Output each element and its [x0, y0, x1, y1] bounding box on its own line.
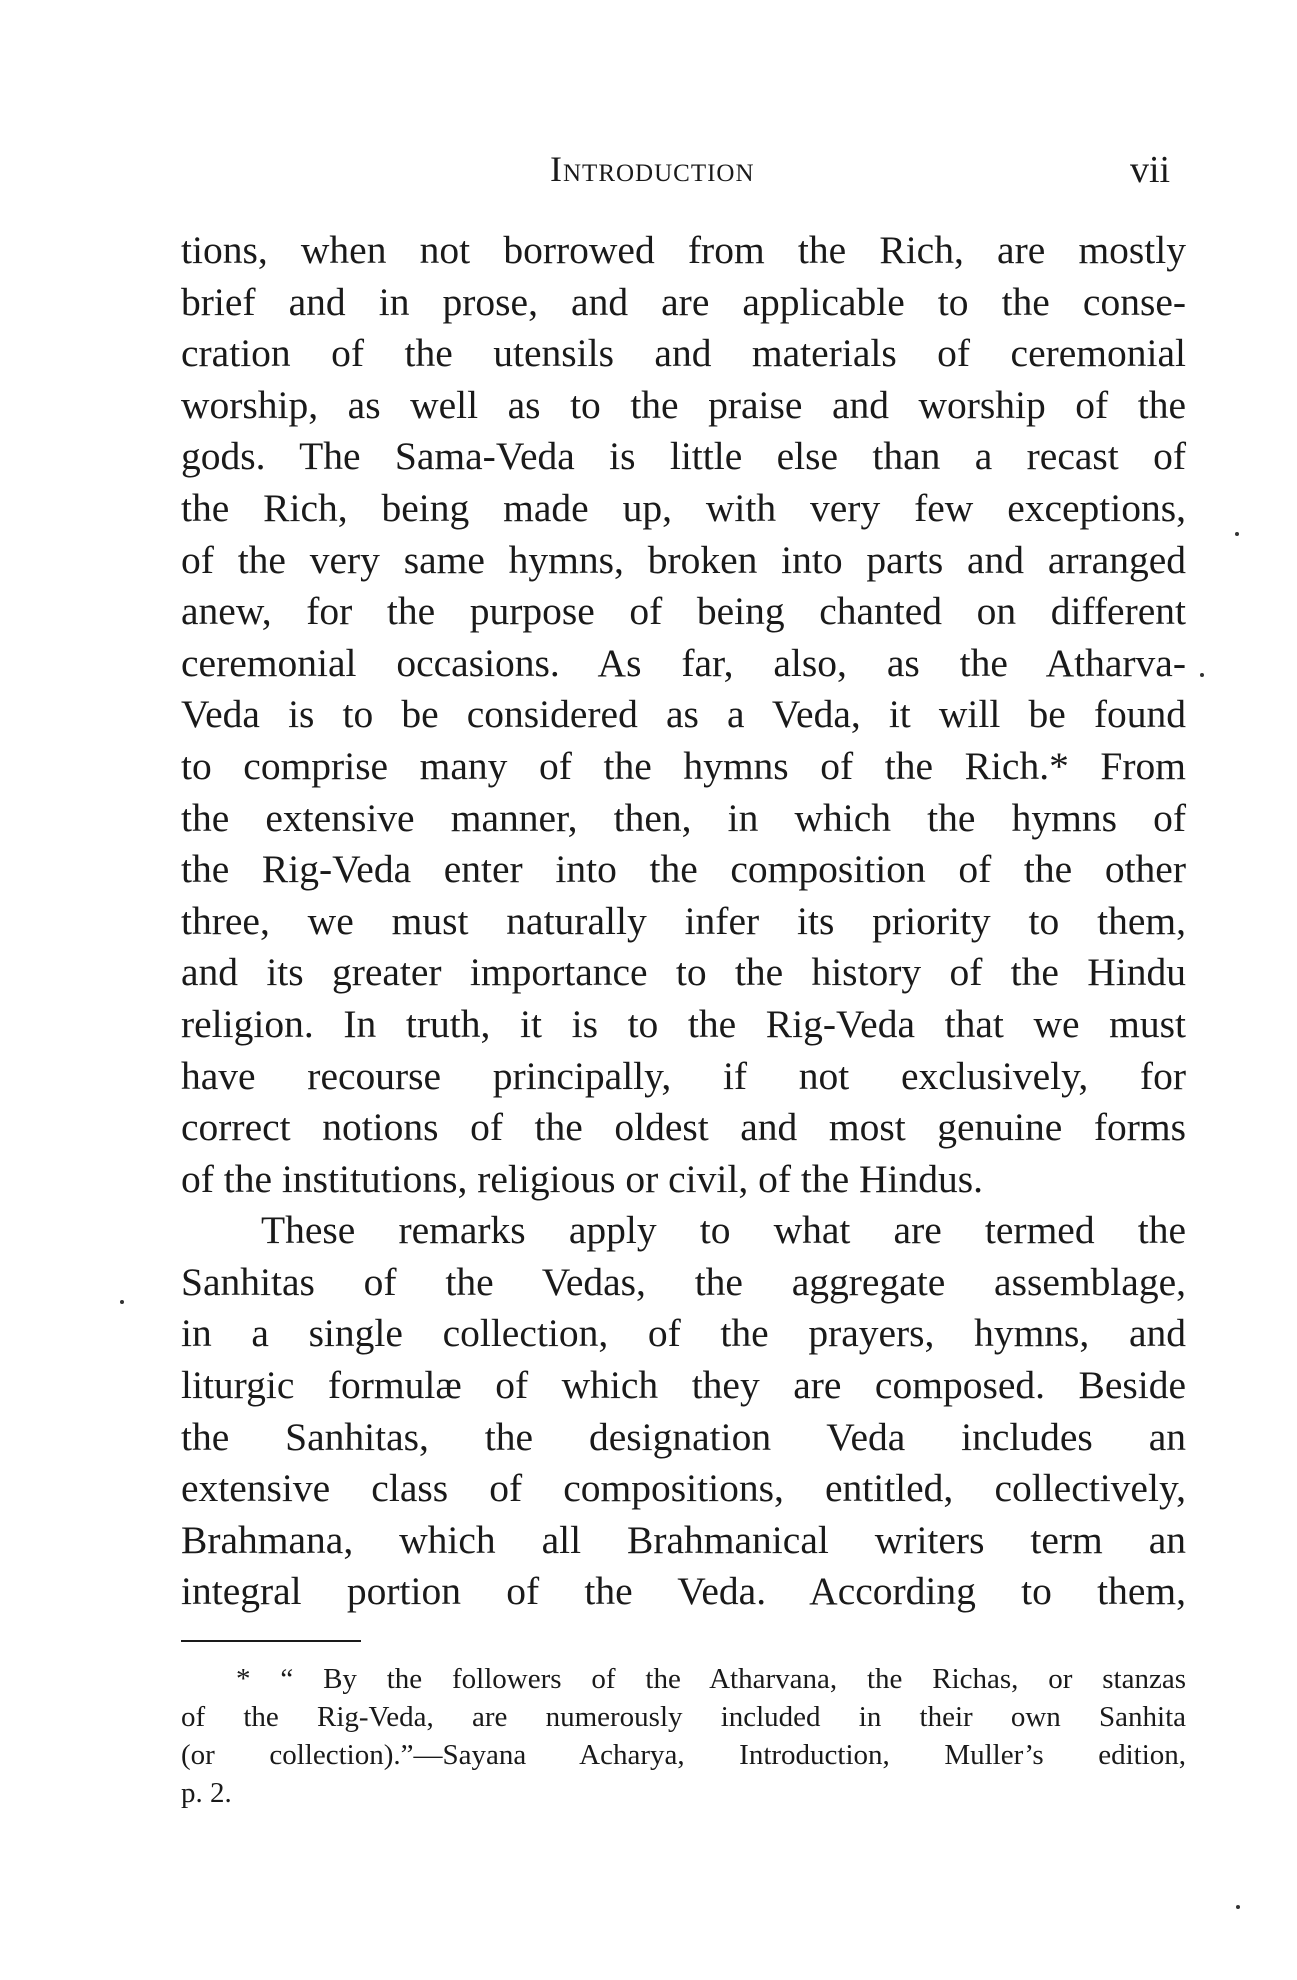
text-line: of the institutions, religious or civil, of the Hindus.	[181, 1156, 983, 1201]
text-line: the Rig-Veda enter into the composition of the other	[181, 847, 1186, 892]
text-line: Veda is to be considered as a Veda, it will be found	[181, 692, 1186, 737]
text-line: These remarks apply to what are termed the	[261, 1208, 1186, 1253]
text-line: tions, when not borrowed from the Rich, are mostly	[181, 228, 1186, 272]
text-line: liturgic formulæ of which they are composed. Beside	[181, 1363, 1186, 1408]
text-line: the extensive manner, then, in which the hymns of	[181, 795, 1186, 840]
text-line: Sanhitas of the Vedas, the aggregate assemblage,	[181, 1259, 1186, 1304]
text-line: gods. The Sama-Veda is little else than a recast of	[181, 434, 1186, 479]
text-line: of the very same hymns, broken into parts and arranged	[181, 537, 1186, 582]
footnote-line: p. 2.	[181, 1777, 232, 1809]
text-line: anew, for the purpose of being chanted on different	[181, 589, 1186, 634]
text-line: correct notions of the oldest and most genuine forms	[181, 1105, 1186, 1150]
text-line: the Rich, being made up, with very few exceptions,	[181, 485, 1186, 530]
footnote-line: (or collection).”—Sayana Acharya, Introduction, Muller’s edition,	[181, 1739, 1186, 1771]
body-text	[181, 225, 1186, 1618]
scan-speck	[1236, 1905, 1240, 1909]
text-line: three, we must naturally infer its priority to them,	[181, 898, 1186, 943]
text-line: ceremonial occasions. As far, also, as the Atharva-	[181, 640, 1186, 685]
text-line: the Sanhitas, the designation Veda includes an	[181, 1414, 1186, 1459]
running-head: Introduction	[550, 149, 755, 189]
text-line: extensive class of compositions, entitled, collectively,	[181, 1466, 1186, 1511]
text-line: worship, as well as to the praise and worship of the	[181, 382, 1186, 427]
footnote-line: of the Rig-Veda, are numerously included in their own Sanhita	[181, 1701, 1186, 1733]
text-line: Brahmana, which all Brahmanical writers term an	[181, 1517, 1186, 1562]
scan-speck	[1200, 673, 1204, 677]
text-line: cration of the utensils and materials of ceremonial	[181, 331, 1186, 376]
footnote	[181, 1660, 1186, 1812]
footnote-rule	[181, 1640, 361, 1642]
scan-speck	[120, 1300, 124, 1304]
text-line: to comprise many of the hymns of the Rich.* From	[181, 743, 1186, 788]
text-line: in a single collection, of the prayers, hymns, and	[181, 1311, 1186, 1356]
footnote-line: * “ By the followers of the Atharvana, the Richas, or stanzas	[236, 1663, 1186, 1695]
text-line: have recourse principally, if not exclusively, for	[181, 1053, 1186, 1098]
scan-speck	[1235, 532, 1239, 536]
page-header	[0, 148, 1297, 198]
text-line: and its greater importance to the history of the Hindu	[181, 950, 1186, 995]
text-line: religion. In truth, it is to the Rig-Veda that we must	[181, 1001, 1186, 1046]
page-number: vii	[1130, 149, 1171, 191]
text-line: integral portion of the Veda. According to them,	[181, 1569, 1186, 1614]
text-line: brief and in prose, and are applicable to the conse-	[181, 279, 1186, 324]
